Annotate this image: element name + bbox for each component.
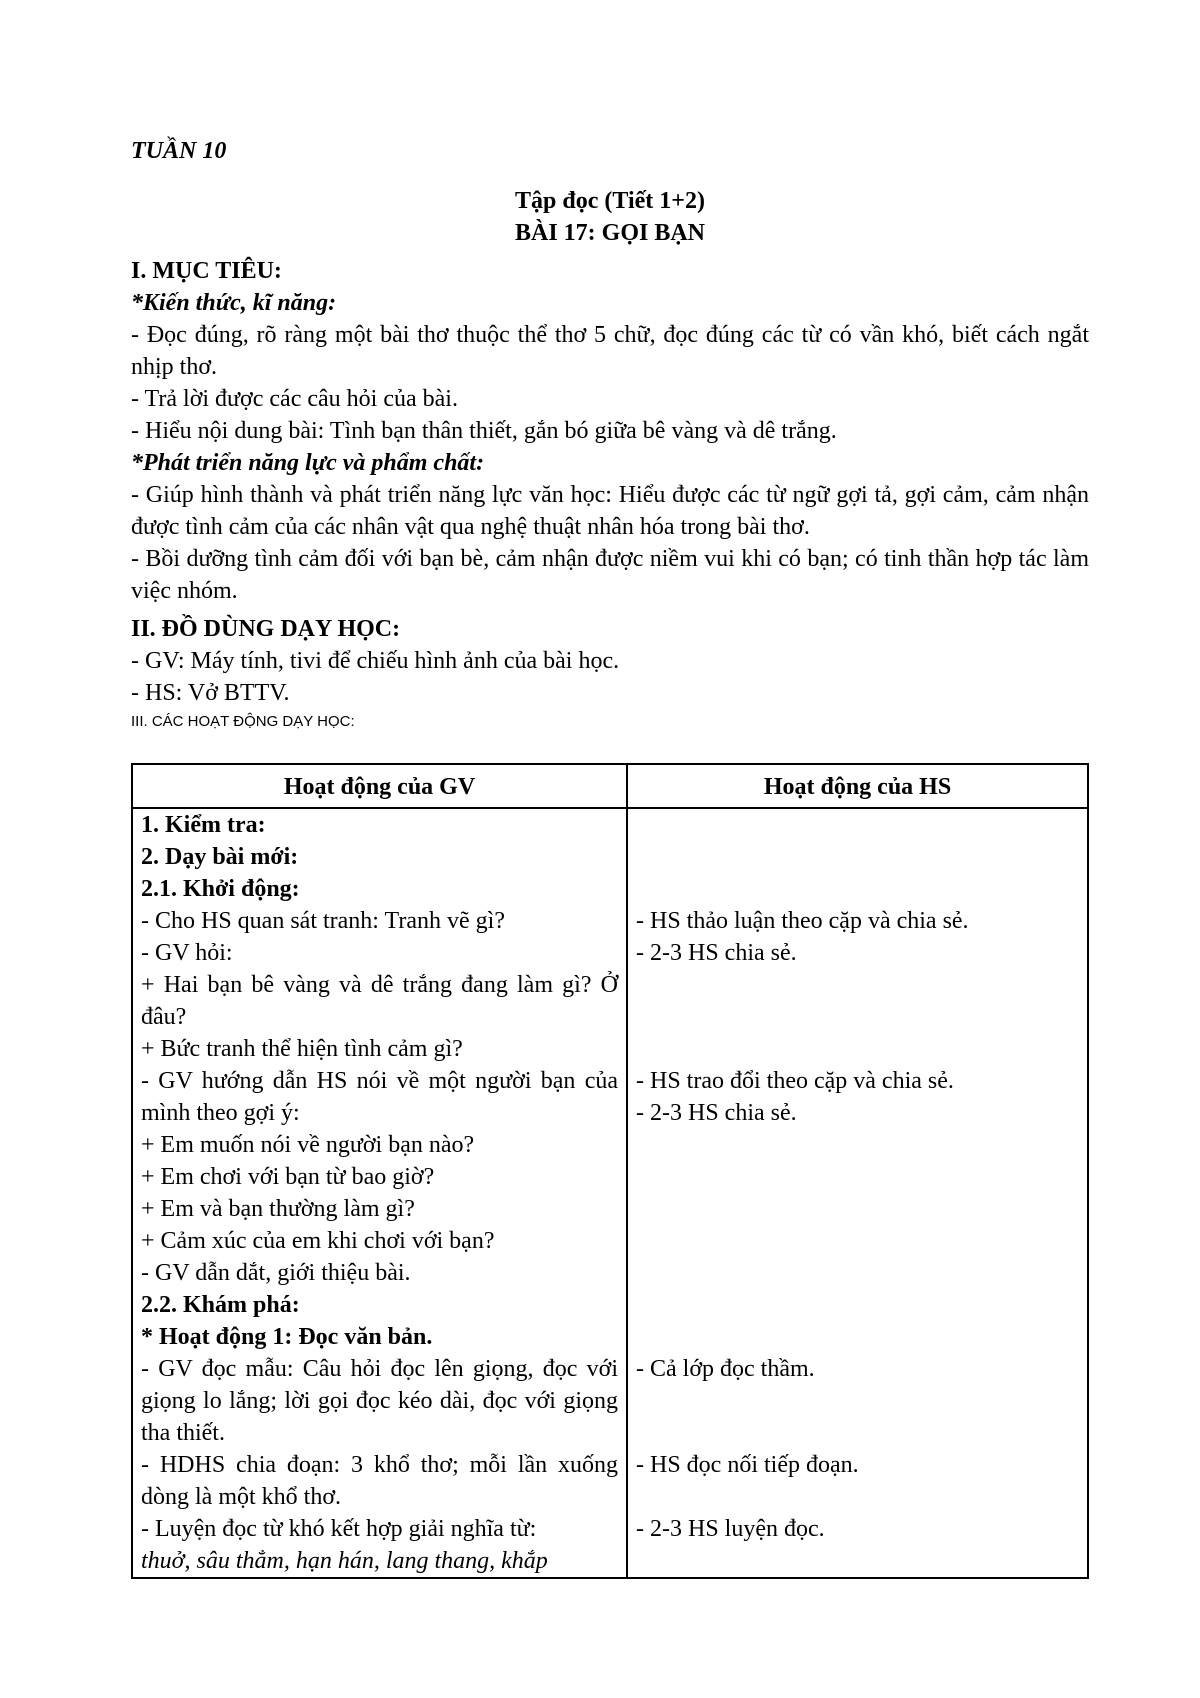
knowledge-heading: *Kiến thức, kĩ năng: <box>131 290 337 316</box>
gv-activity-line: + Bức tranh thể hiện tình cảm gì? <box>141 1036 463 1062</box>
subject-title: Tập đọc (Tiết 1+2) <box>515 188 705 214</box>
hs-activity-line <box>636 969 1079 1065</box>
lesson-plan-page <box>131 135 1089 733</box>
development-item: - Bồi dưỡng tình cảm đối với bạn bè, cảm nhận được niềm vui khi có bạn; có tinh thần hợp tác làm việc nhóm. <box>131 546 1089 604</box>
development-item: - Giúp hình thành và phát triển năng lực văn học: Hiểu được các từ ngữ gợi tả, gợi cảm, cảm nhận được tình cảm của các nhân vật qua nghệ thuật nhân hóa trong bài thơ. <box>131 482 1089 540</box>
gv-activity-line: - GV hướng dẫn HS nói về một người bạn của mình theo gợi ý: <box>141 1068 618 1126</box>
hs-activity-line: - 2-3 HS chia sẻ. <box>636 940 797 966</box>
hs-activity-line <box>636 1129 1079 1353</box>
gv-activities-cell <box>132 808 627 1578</box>
gv-activity-line: - GV dẫn dắt, giới thiệu bài. <box>141 1260 411 1286</box>
gv-activity-line: * Hoạt động 1: Đọc văn bản. <box>141 1324 433 1350</box>
knowledge-item: - Trả lời được các câu hỏi của bài. <box>131 386 458 412</box>
gv-activity-line: + Em chơi với bạn từ bao giờ? <box>141 1164 435 1190</box>
activities-heading: III. CÁC HOẠT ĐỘNG DẠY HỌC: <box>131 713 355 730</box>
gv-activity-line: - Cho HS quan sát tranh: Tranh vẽ gì? <box>141 908 505 934</box>
materials-item: - HS: Vở BTTV. <box>131 680 290 706</box>
hs-activity-line: - HS trao đổi theo cặp và chia sẻ. <box>636 1068 954 1094</box>
activities-table-wrapper <box>131 763 1093 1595</box>
materials-item: - GV: Máy tính, tivi để chiếu hình ảnh của bài học. <box>131 648 620 674</box>
hs-activity-line <box>636 809 1079 905</box>
table-header-row <box>132 764 1088 808</box>
materials-heading: II. ĐỒ DÙNG DẠY HỌC: <box>131 616 401 642</box>
gv-activity-line: 2.1. Khởi động: <box>141 876 300 902</box>
lesson-title: BÀI 17: GỌI BẠN <box>514 220 706 246</box>
gv-activity-line: + Em và bạn thường làm gì? <box>141 1196 415 1222</box>
gv-activity-line: - GV hỏi: <box>141 940 233 966</box>
gv-activity-line: + Hai bạn bê vàng và dê trắng đang làm gì? Ở đâu? <box>141 972 618 1030</box>
objectives-heading: I. MỤC TIÊU: <box>131 258 282 284</box>
gv-activity-line: thuở, sâu thẳm, hạn hán, lang thang, khắp <box>141 1548 548 1574</box>
activities-table <box>131 763 1089 1579</box>
gv-activity-line: 1. Kiểm tra: <box>141 812 266 838</box>
knowledge-item: - Đọc đúng, rõ ràng một bài thơ thuộc thể thơ 5 chữ, đọc đúng các từ có vần khó, biết cách ngắt nhịp thơ. <box>131 322 1089 380</box>
development-heading: *Phát triển năng lực và phẩm chất: <box>131 450 485 476</box>
hs-activity-line: - HS đọc nối tiếp đoạn. <box>636 1452 859 1478</box>
hs-activities-cell <box>627 808 1088 1578</box>
gv-activity-line: + Cảm xúc của em khi chơi với bạn? <box>141 1228 495 1254</box>
hs-activity-line: - Cả lớp đọc thầm. <box>636 1356 815 1382</box>
hs-column-header: Hoạt động của HS <box>627 764 1088 808</box>
gv-activity-line: - GV đọc mẫu: Câu hỏi đọc lên giọng, đọc với giọng lo lắng; lời gọi đọc kéo dài, đọc với giọng tha thiết. <box>141 1356 618 1446</box>
gv-activity-line: 2.2. Khám phá: <box>141 1292 300 1318</box>
gv-activity-line: - HDHS chia đoạn: 3 khổ thơ; mỗi lần xuống dòng là một khổ thơ. <box>141 1452 618 1510</box>
gv-activity-line: + Em muốn nói về người bạn nào? <box>141 1132 475 1158</box>
hs-activity-line: - 2-3 HS luyện đọc. <box>636 1516 825 1542</box>
gv-column-header: Hoạt động của GV <box>132 764 627 808</box>
hs-activity-line: - 2-3 HS chia sẻ. <box>636 1100 797 1126</box>
gv-activity-line: - Luyện đọc từ khó kết hợp giải nghĩa từ: <box>141 1516 537 1542</box>
knowledge-item: - Hiểu nội dung bài: Tình bạn thân thiết, gắn bó giữa bê vàng và dê trắng. <box>131 418 837 444</box>
table-row <box>132 808 1088 1578</box>
hs-activity-line: - HS thảo luận theo cặp và chia sẻ. <box>636 908 969 934</box>
week-label: TUẦN 10 <box>131 138 227 164</box>
gv-activity-line: 2. Dạy bài mới: <box>141 844 299 870</box>
